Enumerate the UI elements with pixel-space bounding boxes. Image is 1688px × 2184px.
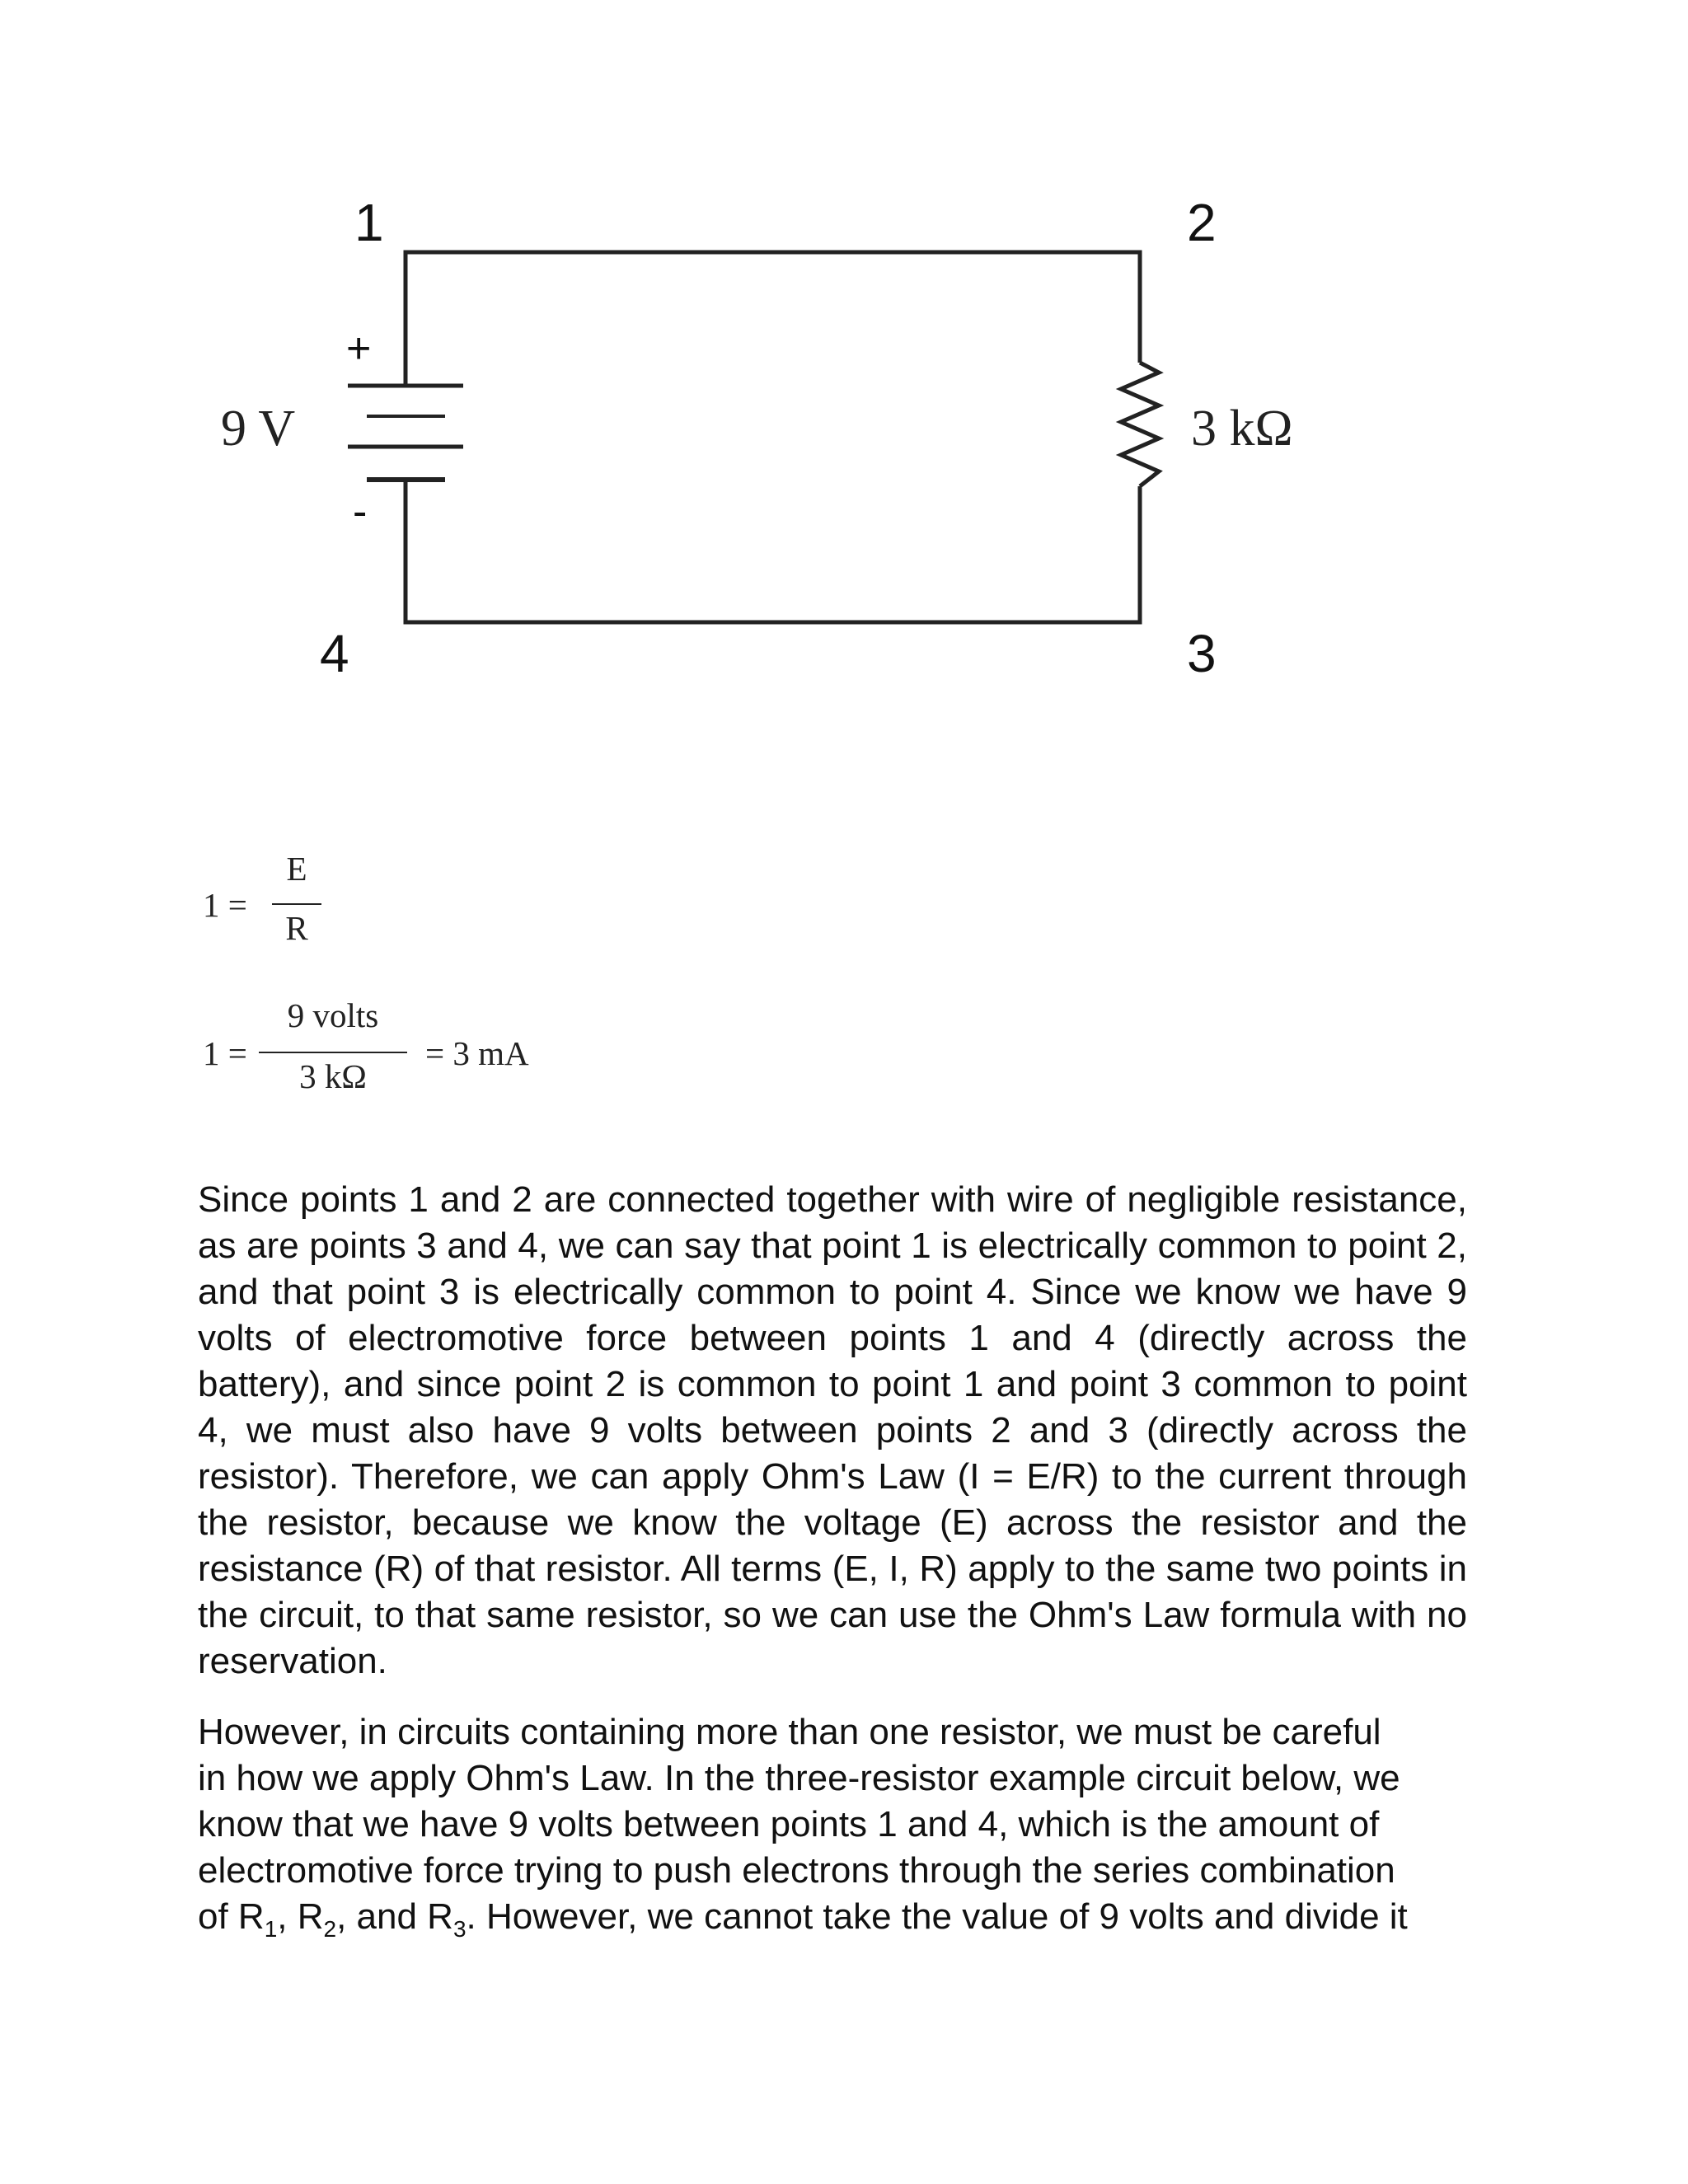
text-fragment: , and R bbox=[336, 1896, 453, 1937]
battery-symbol bbox=[348, 386, 463, 480]
circuit-diagram bbox=[198, 198, 1376, 692]
fraction-bar bbox=[272, 903, 321, 905]
resistor-symbol bbox=[1121, 363, 1159, 486]
formula-numerator: 9 volts bbox=[287, 996, 379, 1034]
formula-lhs: 1 = bbox=[203, 1034, 247, 1072]
subscript: 1 bbox=[264, 1915, 278, 1942]
node-label-1: 1 bbox=[354, 198, 384, 252]
node-label-4: 4 bbox=[320, 624, 349, 683]
paragraph-line: However, in circuits containing more than one resistor, we must be careful bbox=[198, 1712, 1381, 1752]
resistor-value-label: 3 kΩ bbox=[1191, 401, 1293, 457]
formula-numerator: E bbox=[286, 850, 307, 888]
paragraph-line: electromotive force trying to push electrons through the series combination bbox=[198, 1850, 1395, 1891]
formula-denominator: R bbox=[285, 909, 308, 947]
text-fragment: . However, we cannot take the value of 9 volts and divide it bbox=[466, 1896, 1408, 1937]
paragraph-line: know that we have 9 volts between points 1 and 4, which is the amount of bbox=[198, 1804, 1380, 1844]
node-label-2: 2 bbox=[1187, 198, 1217, 252]
formula-ohms-law bbox=[203, 849, 368, 948]
battery-voltage-label: 9 V bbox=[221, 401, 296, 457]
circuit-wires bbox=[406, 252, 1140, 622]
paragraph-line: in how we apply Ohm's Law. In the three-resistor example circuit below, we bbox=[198, 1758, 1400, 1798]
formula-lhs: 1 = bbox=[203, 886, 247, 924]
paragraph-line-last bbox=[198, 1894, 1467, 1952]
text-fragment: of R bbox=[198, 1896, 265, 1937]
paragraph-1 bbox=[198, 1177, 1467, 1685]
subscript: 2 bbox=[323, 1915, 337, 1942]
formula-calculation bbox=[203, 996, 574, 1094]
node-label-3: 3 bbox=[1187, 624, 1217, 683]
wire-top bbox=[406, 252, 1140, 363]
formula-result: = 3 mA bbox=[425, 1034, 529, 1072]
battery-plus-label: + bbox=[346, 325, 372, 373]
battery-minus-label: - bbox=[353, 488, 368, 536]
paragraph-2 bbox=[198, 1709, 1467, 1952]
text-fragment: , R bbox=[277, 1896, 324, 1937]
subscript: 3 bbox=[452, 1915, 467, 1942]
formula-denominator: 3 kΩ bbox=[299, 1057, 367, 1095]
fraction-bar bbox=[259, 1052, 407, 1053]
paragraph-text: Since points 1 and 2 are connected together with wire of negligible resistance, as are points 3 and 4, we can say that point 1 is electrically common to point 2, and that point 3 is electrically common to point 4. Since we know we have 9 volts of electromotive force between points 1 and 4 (directly across the battery), and since point 2 is common to point 1 and point 3 common to point 4, we must also have 9 volts between points 2 and 3 (directly across the resistor). Therefore, we can apply Ohm's Law (I = E/R) to the current through the resistor, because we know the voltage (E) across the resistor and the resistance (R) of that resistor. All terms (E, I, R) apply to the same two points in the circuit, to that same resistor, so we can use the Ohm's Law formula with no reservation. bbox=[198, 1179, 1467, 1681]
wire-right-lower bbox=[406, 486, 1140, 622]
